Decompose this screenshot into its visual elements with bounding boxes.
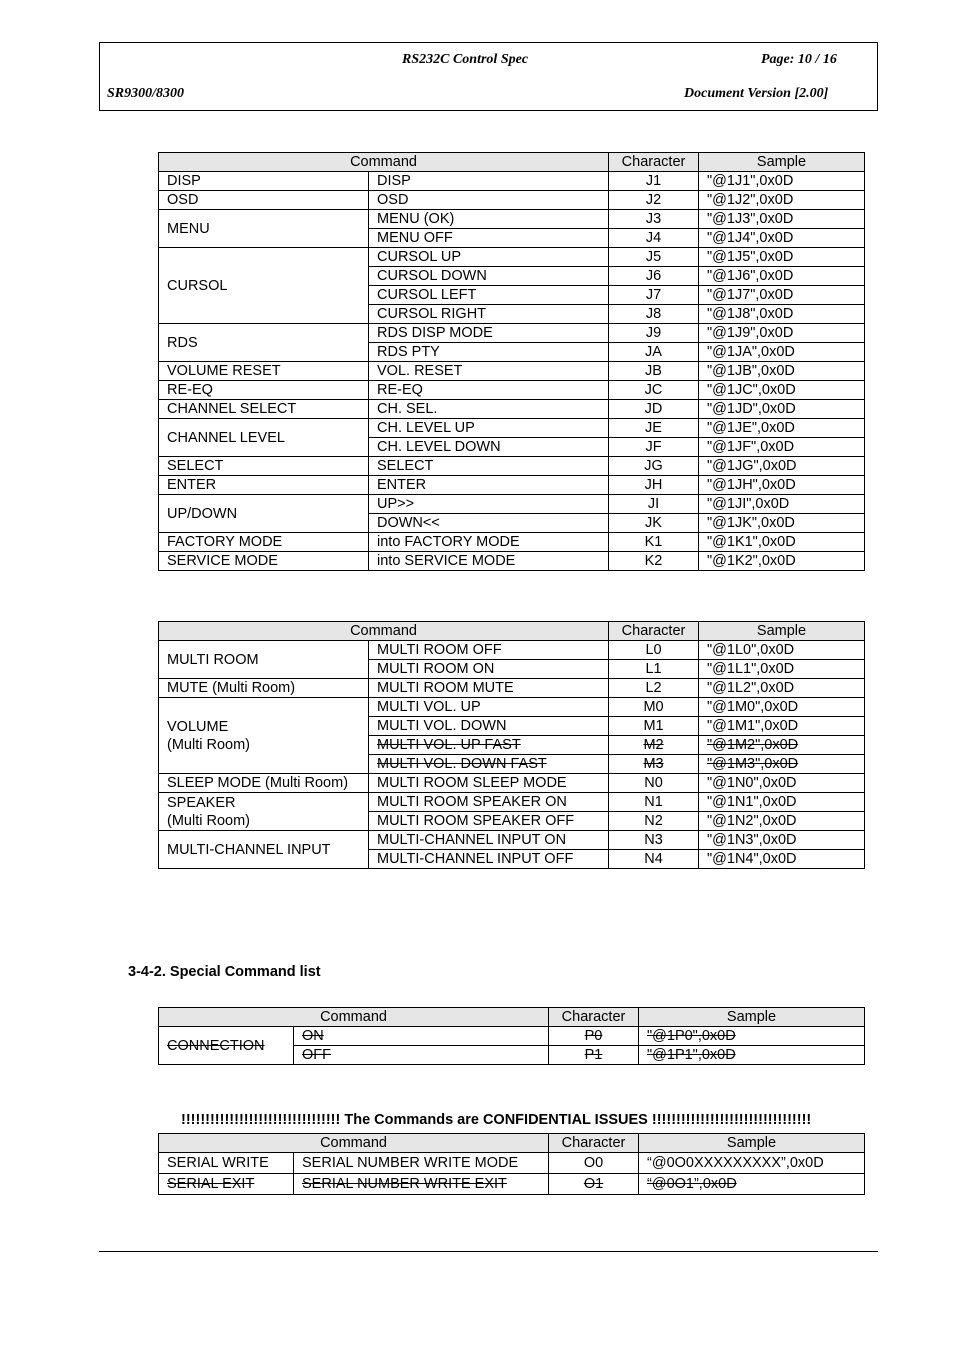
command-group: RDS: [159, 324, 369, 362]
command-sample: "@1JF",0x0D: [699, 438, 865, 457]
command-character: JK: [609, 514, 699, 533]
table-header-row: [159, 622, 865, 641]
section-title: 3-4-2. Special Command list: [128, 964, 321, 980]
table-row: [159, 419, 865, 438]
table-header-row: [159, 1008, 865, 1027]
command-name: MULTI ROOM SPEAKER ON: [369, 793, 609, 812]
command-character: JI: [609, 495, 699, 514]
command-group: MULTI-CHANNEL INPUT: [159, 831, 369, 869]
table-row: [159, 831, 865, 850]
command-name: MULTI ROOM OFF: [369, 641, 609, 660]
command-table-general: [158, 152, 865, 571]
command-group: CONNECTION: [159, 1027, 294, 1065]
table-row-deprecated: [159, 1174, 865, 1195]
command-character: JH: [609, 476, 699, 495]
table-row: [159, 476, 865, 495]
command-sample: "@1N1",0x0D: [699, 793, 865, 812]
command-sample: "@1N3",0x0D: [699, 831, 865, 850]
command-character: J5: [609, 248, 699, 267]
command-name: DOWN<<: [369, 514, 609, 533]
command-character: N2: [609, 812, 699, 831]
command-sample: "@1L1",0x0D: [699, 660, 865, 679]
table-row: [159, 698, 865, 717]
command-name: ENTER: [369, 476, 609, 495]
command-name: VOL. RESET: [369, 362, 609, 381]
special-command-table: [158, 1007, 865, 1065]
command-sample: "@1K2",0x0D: [699, 552, 865, 571]
command-group-line: SPEAKER: [167, 794, 236, 811]
command-group: SLEEP MODE (Multi Room): [159, 774, 369, 793]
command-group: OSD: [159, 191, 369, 210]
command-group: MUTE (Multi Room): [159, 679, 369, 698]
command-sample: "@1JE",0x0D: [699, 419, 865, 438]
command-group: MULTI ROOM: [159, 641, 369, 679]
command-character: JB: [609, 362, 699, 381]
command-character: J2: [609, 191, 699, 210]
table-row: [159, 210, 865, 229]
table-row: [159, 641, 865, 660]
command-group: DISP: [159, 172, 369, 191]
table-row: [159, 533, 865, 552]
command-character: JA: [609, 343, 699, 362]
command-name: OFF: [294, 1046, 549, 1065]
command-sample: "@1J6",0x0D: [699, 267, 865, 286]
command-group: MENU: [159, 210, 369, 248]
command-name: into FACTORY MODE: [369, 533, 609, 552]
command-group-line: (Multi Room): [167, 812, 250, 829]
column-header-character: Character: [549, 1008, 639, 1027]
command-character: J4: [609, 229, 699, 248]
command-name: ON: [294, 1027, 549, 1046]
command-group: CURSOL: [159, 248, 369, 324]
table-row: [159, 774, 865, 793]
command-sample: "@1P1",0x0D: [639, 1046, 865, 1065]
table-header-row: [159, 1134, 865, 1153]
command-sample: "@1J3",0x0D: [699, 210, 865, 229]
column-header-sample: Sample: [639, 1134, 865, 1153]
column-header-command: Command: [159, 153, 609, 172]
command-group: SERVICE MODE: [159, 552, 369, 571]
command-character: J9: [609, 324, 699, 343]
command-name: CURSOL RIGHT: [369, 305, 609, 324]
command-name: MULTI VOL. DOWN FAST: [369, 755, 609, 774]
command-character: JC: [609, 381, 699, 400]
table-row: [159, 362, 865, 381]
table-row: [159, 457, 865, 476]
command-group: UP/DOWN: [159, 495, 369, 533]
command-name: CURSOL DOWN: [369, 267, 609, 286]
command-name: MULTI ROOM SPEAKER OFF: [369, 812, 609, 831]
confidential-command-table: [158, 1133, 865, 1195]
command-character: J3: [609, 210, 699, 229]
command-sample: "@1J7",0x0D: [699, 286, 865, 305]
command-sample: "@1K1",0x0D: [699, 533, 865, 552]
command-character: J7: [609, 286, 699, 305]
command-name: SERIAL NUMBER WRITE MODE: [294, 1153, 549, 1174]
command-group: CHANNEL SELECT: [159, 400, 369, 419]
command-group-line: (Multi Room): [167, 736, 250, 753]
command-sample: "@1JH",0x0D: [699, 476, 865, 495]
command-group: FACTORY MODE: [159, 533, 369, 552]
column-header-sample: Sample: [639, 1008, 865, 1027]
command-sample: "@1J4",0x0D: [699, 229, 865, 248]
confidential-warning: !!!!!!!!!!!!!!!!!!!!!!!!!!!!!!!!! The Commands are CONFIDENTIAL ISSUES !!!!!!!!!!!!!!!!!!!!!!!!!!!!!!!!!: [181, 1112, 812, 1128]
command-name: MULTI-CHANNEL INPUT ON: [369, 831, 609, 850]
command-sample: "@1M1",0x0D: [699, 717, 865, 736]
command-character: P1: [549, 1046, 639, 1065]
command-character: K2: [609, 552, 699, 571]
command-group: SELECT: [159, 457, 369, 476]
document-title: RS232C Control Spec: [402, 52, 529, 67]
table-row: [159, 793, 865, 812]
command-sample: "@1JK",0x0D: [699, 514, 865, 533]
command-character: L2: [609, 679, 699, 698]
command-group: SERIAL EXIT: [159, 1174, 294, 1195]
command-character: M3: [609, 755, 699, 774]
command-character: JE: [609, 419, 699, 438]
command-name: MENU OFF: [369, 229, 609, 248]
command-name: MULTI VOL. UP: [369, 698, 609, 717]
command-character: N4: [609, 850, 699, 869]
command-sample: "@1JG",0x0D: [699, 457, 865, 476]
command-group-line: VOLUME: [167, 718, 229, 735]
command-sample: "@1JC",0x0D: [699, 381, 865, 400]
footer-divider: [99, 1251, 878, 1252]
command-character: P0: [549, 1027, 639, 1046]
command-sample: "@1JI",0x0D: [699, 495, 865, 514]
command-sample: "@1J1",0x0D: [699, 172, 865, 191]
table-row: [159, 1153, 865, 1174]
command-sample: “@0O1”,0x0D: [639, 1174, 865, 1195]
command-character: N1: [609, 793, 699, 812]
command-character: M0: [609, 698, 699, 717]
command-name: OSD: [369, 191, 609, 210]
column-header-sample: Sample: [699, 153, 865, 172]
command-sample: "@1L0",0x0D: [699, 641, 865, 660]
table-row: [159, 324, 865, 343]
command-character: JD: [609, 400, 699, 419]
command-character: L0: [609, 641, 699, 660]
command-sample: "@1J8",0x0D: [699, 305, 865, 324]
column-header-command: Command: [159, 1008, 549, 1027]
table-row: [159, 400, 865, 419]
command-character: O1: [549, 1174, 639, 1195]
table-row: [159, 679, 865, 698]
command-name: CH. SEL.: [369, 400, 609, 419]
command-name: UP>>: [369, 495, 609, 514]
command-sample: "@1P0",0x0D: [639, 1027, 865, 1046]
command-character: N0: [609, 774, 699, 793]
table-row: [159, 172, 865, 191]
command-name: RDS PTY: [369, 343, 609, 362]
command-name: SELECT: [369, 457, 609, 476]
table-header-row: [159, 153, 865, 172]
command-group: [159, 698, 369, 774]
model-name: SR9300/8300: [107, 86, 185, 101]
command-character: JG: [609, 457, 699, 476]
command-sample: "@1M3",0x0D: [699, 755, 865, 774]
command-name: RDS DISP MODE: [369, 324, 609, 343]
command-character: L1: [609, 660, 699, 679]
command-name: MULTI-CHANNEL INPUT OFF: [369, 850, 609, 869]
document-version: Document Version [2.00]: [684, 86, 829, 101]
command-name: CURSOL LEFT: [369, 286, 609, 305]
command-group: SERIAL WRITE: [159, 1153, 294, 1174]
command-name: CH. LEVEL UP: [369, 419, 609, 438]
column-header-command: Command: [159, 1134, 549, 1153]
command-sample: "@1J5",0x0D: [699, 248, 865, 267]
command-group: RE-EQ: [159, 381, 369, 400]
column-header-character: Character: [609, 153, 699, 172]
command-sample: "@1N4",0x0D: [699, 850, 865, 869]
command-group: CHANNEL LEVEL: [159, 419, 369, 457]
command-character: J8: [609, 305, 699, 324]
command-name: SERIAL NUMBER WRITE EXIT: [294, 1174, 549, 1195]
command-sample: "@1JB",0x0D: [699, 362, 865, 381]
command-character: M2: [609, 736, 699, 755]
column-header-character: Character: [609, 622, 699, 641]
command-sample: “@0O0XXXXXXXXX”,0x0D: [639, 1153, 865, 1174]
table-row: [159, 248, 865, 267]
command-group: [159, 793, 369, 831]
command-table-multi-room: [158, 621, 865, 869]
command-name: MULTI VOL. UP FAST: [369, 736, 609, 755]
command-name: MULTI ROOM MUTE: [369, 679, 609, 698]
command-group: VOLUME RESET: [159, 362, 369, 381]
column-header-sample: Sample: [699, 622, 865, 641]
table-row: [159, 191, 865, 210]
table-row-deprecated: [159, 1027, 865, 1046]
command-sample: "@1J2",0x0D: [699, 191, 865, 210]
command-character: O0: [549, 1153, 639, 1174]
page-number: Page: 10 / 16: [761, 52, 837, 67]
column-header-character: Character: [549, 1134, 639, 1153]
command-sample: "@1JD",0x0D: [699, 400, 865, 419]
command-name: into SERVICE MODE: [369, 552, 609, 571]
command-character: J1: [609, 172, 699, 191]
command-sample: "@1N0",0x0D: [699, 774, 865, 793]
command-name: CURSOL UP: [369, 248, 609, 267]
command-sample: "@1M2",0x0D: [699, 736, 865, 755]
command-name: MULTI ROOM SLEEP MODE: [369, 774, 609, 793]
column-header-command: Command: [159, 622, 609, 641]
command-sample: "@1JA",0x0D: [699, 343, 865, 362]
command-name: MULTI ROOM ON: [369, 660, 609, 679]
command-name: MULTI VOL. DOWN: [369, 717, 609, 736]
table-row: [159, 495, 865, 514]
command-name: RE-EQ: [369, 381, 609, 400]
command-sample: "@1N2",0x0D: [699, 812, 865, 831]
command-sample: "@1M0",0x0D: [699, 698, 865, 717]
table-row: [159, 381, 865, 400]
table-row: [159, 552, 865, 571]
command-character: JF: [609, 438, 699, 457]
command-character: N3: [609, 831, 699, 850]
command-group: ENTER: [159, 476, 369, 495]
command-character: M1: [609, 717, 699, 736]
command-sample: "@1L2",0x0D: [699, 679, 865, 698]
command-character: K1: [609, 533, 699, 552]
command-character: J6: [609, 267, 699, 286]
command-sample: "@1J9",0x0D: [699, 324, 865, 343]
command-name: DISP: [369, 172, 609, 191]
command-name: CH. LEVEL DOWN: [369, 438, 609, 457]
command-name: MENU (OK): [369, 210, 609, 229]
